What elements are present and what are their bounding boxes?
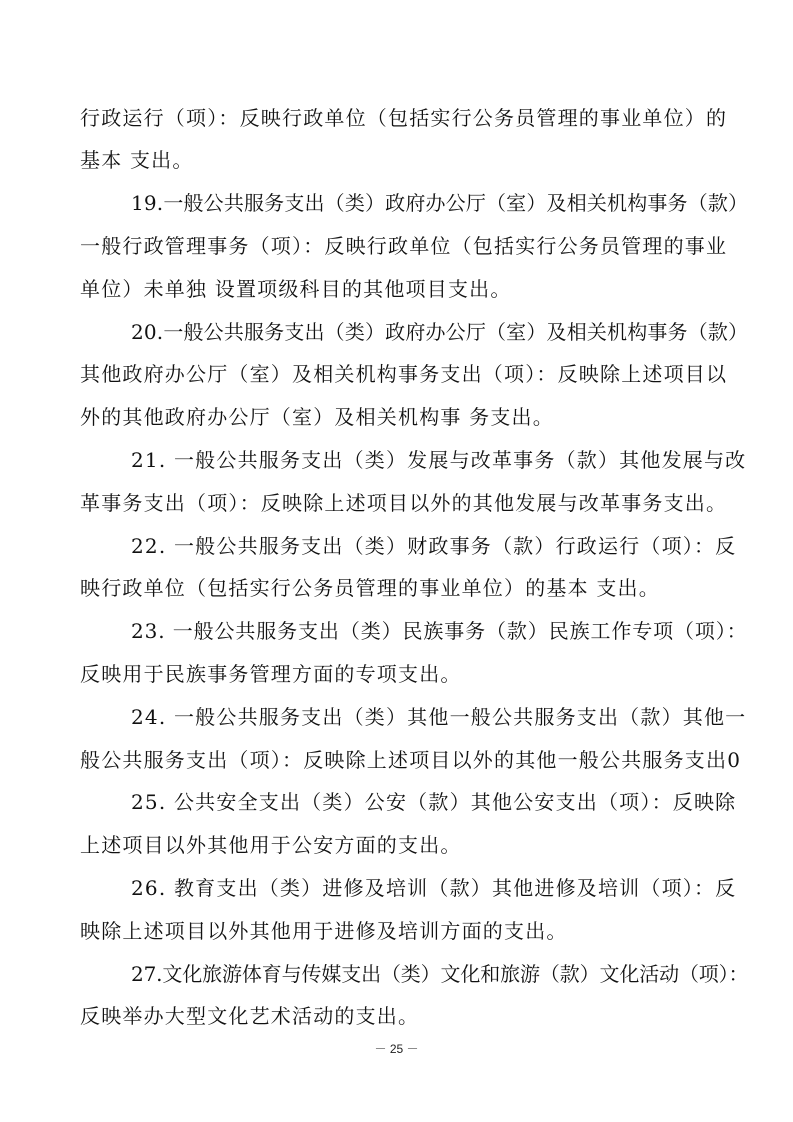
text-line: 21. 一般公共服务支出（类）发展与改革事务（款）其他发展与改 [131,448,747,472]
text-line: 般公共服务支出（项）：反映除上述项目以外的其他一般公共服务支出0 [80,748,742,772]
text-line: 20.一般公共服务支出（类）政府办公厅（室）及相关机构事务（款） [131,320,749,344]
text-line: 反映举办大型文化艺术活动的支出。 [80,1004,420,1028]
text-line: 19.一般公共服务支出（类）政府办公厅（室）及相关机构事务（款） [131,191,749,215]
text-line: 反映用于民族事务管理方面的专项支出。 [80,662,462,686]
text-line: 25. 公共安全支出（类）公安（款）其他公安支出（项）：反映除 [131,790,737,814]
text-line: 行政运行（项）：反映行政单位（包括实行公务员管理的事业单位）的 [80,106,728,130]
text-line: 23. 一般公共服务支出（类）民族事务（款）民族工作专项（项）： [131,619,748,643]
text-line: 一般行政管理事务（项）：反映行政单位（包括实行公务员管理的事业 [80,234,728,258]
page-number: － 25 － [374,1042,419,1056]
text-line: 映除上述项目以外其他用于进修及培训方面的支出。 [80,919,568,943]
text-line: 其他政府办公厅（室）及相关机构事务支出（项）：反映除上述项目以 [80,362,728,386]
text-line: 22. 一般公共服务支出（类）财政事务（款）行政运行（项）：反 [131,534,737,558]
text-line: 上述项目以外其他用于公安方面的支出。 [80,833,462,857]
text-line: 单位）未单独 设置项级科目的其他项目支出。 [80,277,512,301]
text-line: 27.文化旅游体育与传媒支出（类）文化和旅游（款）文化活动（项）： [131,962,749,986]
text-line: 外的其他政府办公厅（室）及相关机构事 务支出。 [80,405,554,429]
text-line: 革事务支出（项）：反映除上述项目以外的其他发展与改革事务支出。 [80,491,728,515]
text-line: 映行政单位（包括实行公务员管理的事业单位）的基本 支出。 [80,576,660,600]
text-line: 基本 支出。 [80,148,194,172]
text-line: 24. 一般公共服务支出（类）其他一般公共服务支出（款）其他一 [131,705,747,729]
text-line: 26. 教育支出（类）进修及培训（款）其他进修及培训（项）：反 [131,876,737,900]
